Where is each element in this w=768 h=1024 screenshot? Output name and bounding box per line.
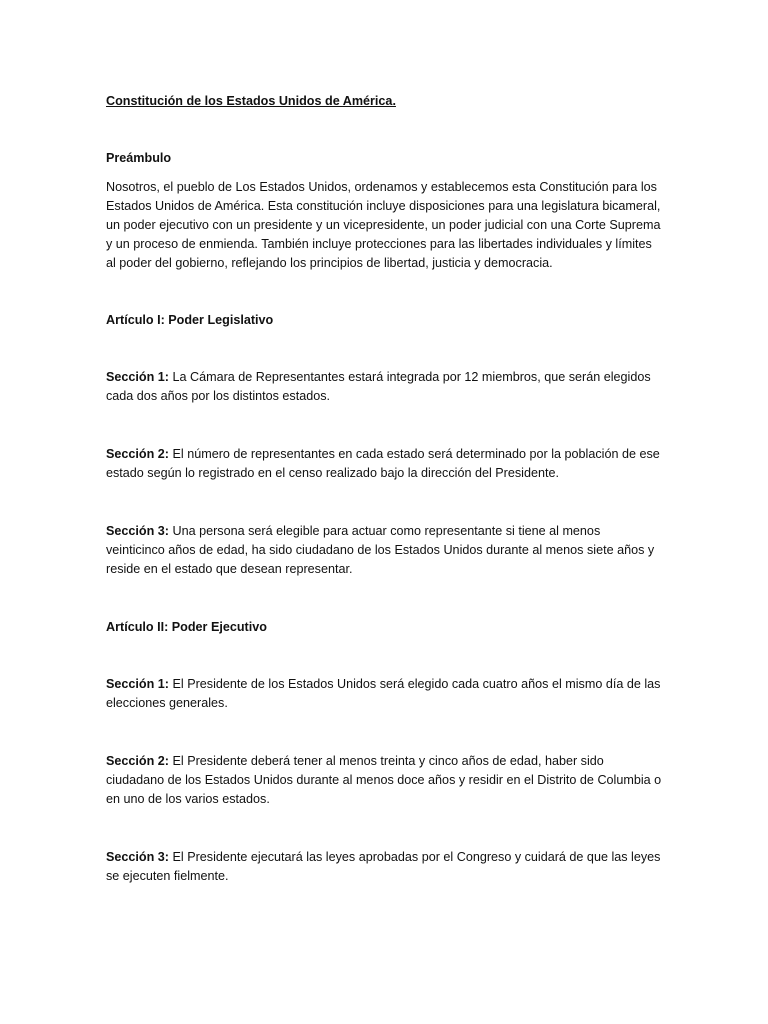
document-title: Constitución de los Estados Unidos de América.	[106, 94, 396, 108]
section-label: Sección 2:	[106, 447, 169, 461]
article-2-section-3	[106, 848, 662, 886]
section-text: La Cámara de Representantes estará integrada por 12 miembros, que serán elegidos cada dos años por los distintos estados.	[106, 370, 651, 403]
preamble-text: Nosotros, el pueblo de Los Estados Unidos, ordenamos y establecemos esta Constitución para los Estados Unidos de América. Esta constitución incluye disposiciones para una legislatura bicameral, un poder ejecutivo con un presidente y un vicepresidente, un poder judicial con una Corte Suprema y un proceso de enmienda. También incluye protecciones para las libertades individuales y límites al poder del gobierno, reflejando los principios de libertad, justicia y democracia.	[106, 180, 661, 270]
article-1-section-2	[106, 445, 662, 483]
section-text: El Presidente de los Estados Unidos será elegido cada cuatro años el mismo día de las elecciones generales.	[106, 677, 661, 710]
article-2-heading: Artículo II: Poder Ejecutivo	[106, 620, 267, 634]
section-text: El Presidente ejecutará las leyes aprobadas por el Congreso y cuidará de que las leyes se ejecuten fielmente.	[106, 850, 661, 883]
preamble-heading: Preámbulo	[106, 151, 172, 165]
section-text: El Presidente deberá tener al menos treinta y cinco años de edad, haber sido ciudadano de los Estados Unidos durante al menos doce años y residir en el Distrito de Columbia o en uno de los varios estados.	[106, 754, 662, 806]
article-1-section-1	[106, 368, 662, 406]
section-text: Una persona será elegible para actuar como representante si tiene al menos veinticinco años de edad, ha sido ciudadano de los Estados Unidos durante al menos siete años y reside en el estado que desean representar.	[106, 524, 655, 576]
section-label: Sección 3:	[106, 850, 169, 864]
document-page	[106, 92, 662, 925]
article-1-heading: Artículo I: Poder Legislativo	[106, 313, 274, 327]
section-text: El número de representantes en cada estado será determinado por la población de ese estado según lo registrado en el censo realizado bajo la dirección del Presidente.	[106, 447, 660, 480]
section-label: Sección 2:	[106, 754, 169, 768]
article-2-section-2	[106, 752, 662, 809]
article-1-section-3	[106, 522, 662, 579]
section-label: Sección 3:	[106, 524, 169, 538]
section-label: Sección 1:	[106, 677, 169, 691]
article-2-section-1	[106, 675, 662, 713]
section-label: Sección 1:	[106, 370, 169, 384]
